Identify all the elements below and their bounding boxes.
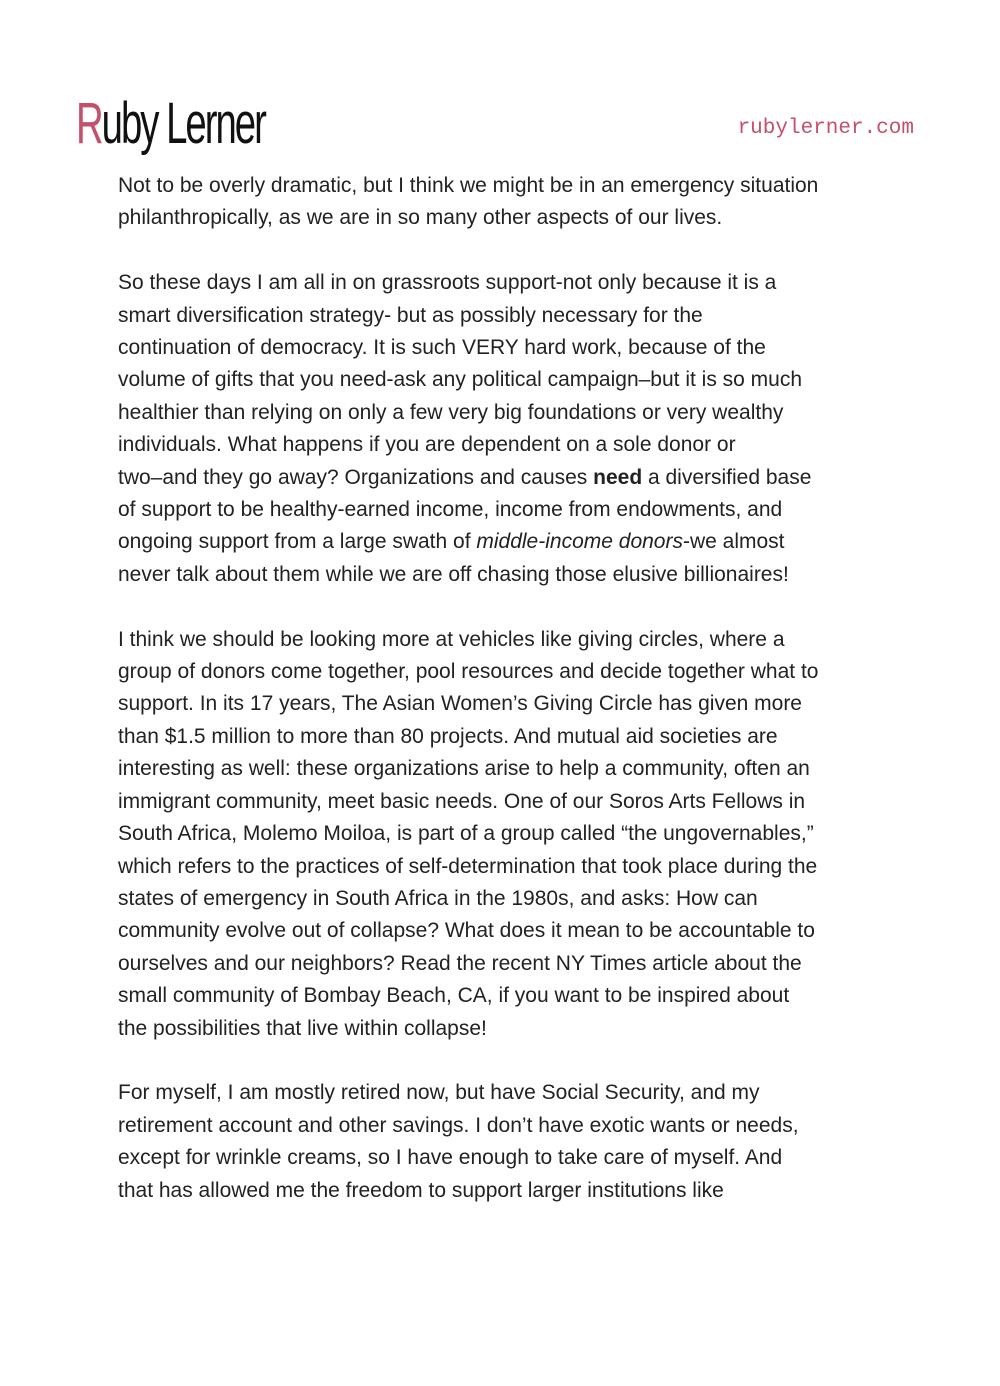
text-line: healthier than relying on only a few very big foundations or very wealthy: [118, 400, 784, 424]
text-line: of support to be healthy-earned income, income from endowments, and: [118, 498, 783, 522]
paragraph-4: [118, 1077, 898, 1207]
text-line: than $1.5 million to more than 80 projects. And mutual aid societies are: [118, 724, 778, 748]
text-line: which refers to the practices of self-determination that took place during the: [118, 854, 818, 878]
paragraph-3: [118, 624, 898, 1045]
logo: [76, 88, 265, 160]
text-line: philanthropically, as we are in so many other aspects of our lives.: [118, 206, 723, 230]
text-line: community evolve out of collapse? What does it mean to be accountable to: [118, 919, 815, 943]
text-line: individuals. What happens if you are dependent on a sole donor or: [118, 433, 736, 457]
text-line: Not to be overly dramatic, but I think we might be in an emergency situation: [118, 174, 819, 197]
text-line: small community of Bombay Beach, CA, if you want to be inspired about: [118, 984, 790, 1008]
paragraph-1: [118, 170, 898, 235]
text-line: ongoing support from a large swath of middle-income donors-we almost: [118, 530, 785, 554]
text-line: I think we should be looking more at vehicles like giving circles, where a: [118, 627, 785, 651]
text-line: the possibilities that live within collapse!: [118, 1016, 487, 1040]
paragraph-2: [118, 267, 898, 591]
emphasis-italic: middle-income donors: [476, 530, 683, 554]
website-url: rubylerner.com: [737, 117, 914, 140]
text-line: except for wrinkle creams, so I have enough to take care of myself. And: [118, 1146, 783, 1170]
logo-name: uby Lerner: [101, 91, 265, 156]
text-line: immigrant community, meet basic needs. One of our Soros Arts Fellows in: [118, 789, 806, 813]
text-line: retirement account and other savings. I don’t have exotic wants or needs,: [118, 1113, 799, 1137]
text-line: South Africa, Molemo Moiloa, is part of a group called “the ungovernables,”: [118, 822, 814, 846]
text-line: group of donors come together, pool resources and decide together what to: [118, 660, 819, 684]
text-line: support. In its 17 years, The Asian Women’s Giving Circle has given more: [118, 692, 802, 716]
text-line: that has allowed me the freedom to support larger institutions like: [118, 1178, 724, 1202]
text-line: For myself, I am mostly retired now, but have Social Security, and my: [118, 1081, 760, 1105]
emphasis-bold: need: [593, 465, 643, 489]
text-line: volume of gifts that you need-ask any political campaign–but it is so much: [118, 368, 803, 392]
text-line: ourselves and our neighbors? Read the recent NY Times article about the: [118, 951, 802, 975]
text-line: two–and they go away? Organizations and causes need a diversified base: [118, 465, 812, 489]
text-line: continuation of democracy. It is such VERY hard work, because of the: [118, 336, 766, 360]
text-line: interesting as well: these organizations arise to help a community, often an: [118, 757, 810, 781]
logo-initial: R: [76, 91, 102, 156]
text-line: So these days I am all in on grassroots support-not only because it is a: [118, 271, 777, 295]
text-line: smart diversification strategy- but as possibly necessary for the: [118, 303, 703, 327]
article-body: [118, 170, 898, 1239]
text-line: never talk about them while we are off chasing those elusive billionaires!: [118, 562, 789, 586]
text-line: states of emergency in South Africa in the 1980s, and asks: How can: [118, 886, 758, 910]
